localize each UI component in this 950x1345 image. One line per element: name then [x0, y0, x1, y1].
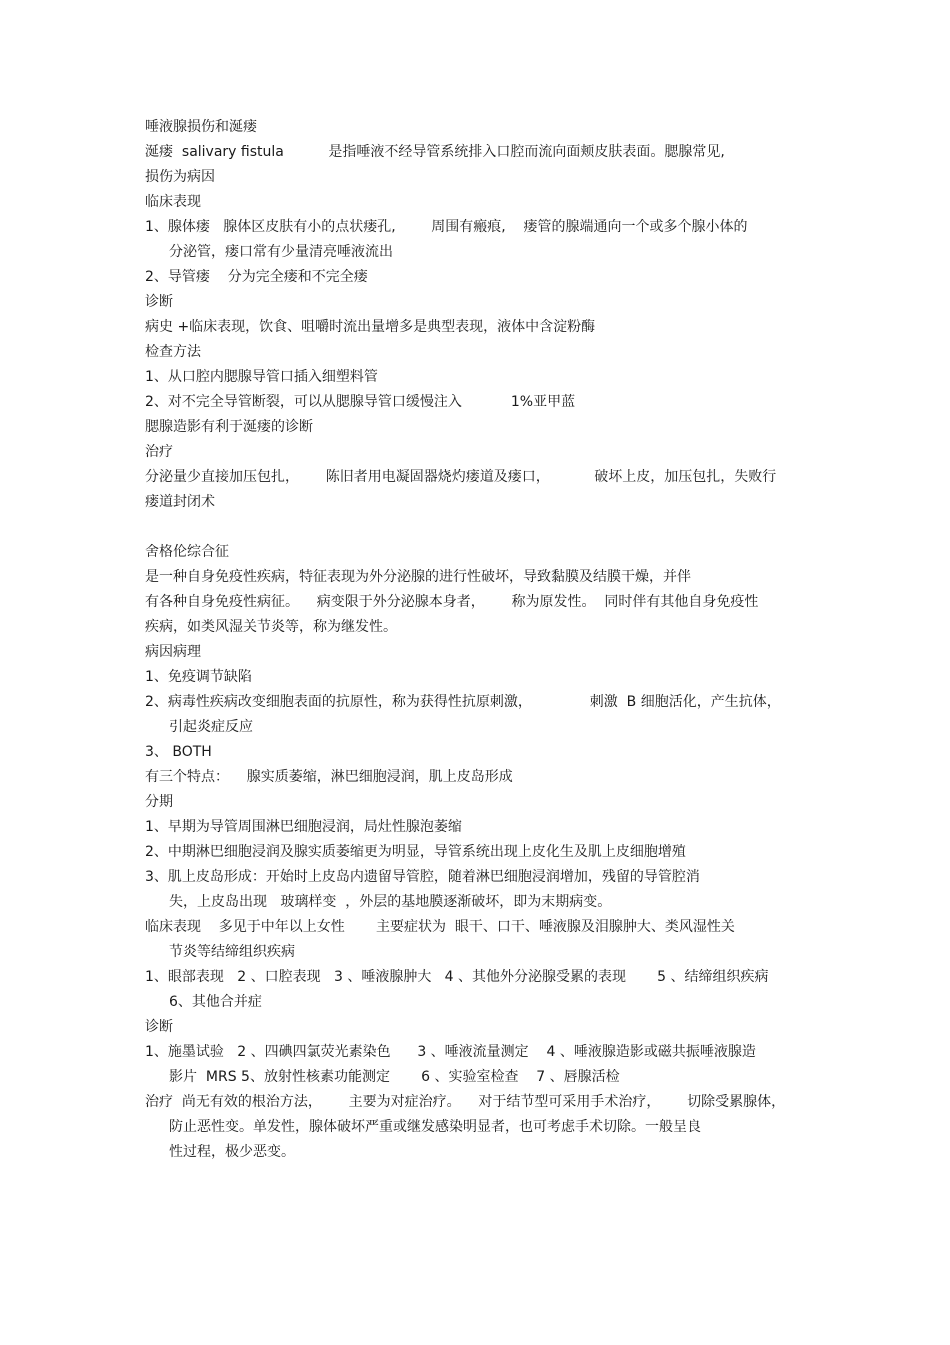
heading-line: 病因病理 — [145, 644, 201, 660]
text-line: 损伤为病因 — [145, 169, 215, 185]
section-title: 舍格伦综合征 — [145, 544, 229, 560]
list-item: 2、病毒性疾病改变细胞表面的抗原性，称为获得性抗原刺激， 刺激 B 细胞活化，产生抗体， — [145, 694, 781, 710]
text-line: 病史 +临床表现，饮食、咀嚼时流出量增多是典型表现，液体中含淀粉酶 — [145, 319, 596, 335]
text-line-continuation: 节炎等结缔组织疾病 — [169, 944, 295, 960]
heading-line: 分期 — [145, 794, 173, 810]
heading-line: 诊断 — [145, 294, 173, 310]
list-item-continuation: 引起炎症反应 — [169, 719, 253, 735]
text-line: 分泌量少直接加压包扎， 陈旧者用电凝固器烧灼瘘道及瘘口， 破坏上皮，加压包扎，失败行 — [145, 469, 777, 485]
list-item: 1、腺体瘘 腺体区皮肤有小的点状瘘孔, 周围有瘢痕, 瘘管的腺端通向一个或多个腺小体的 — [145, 219, 748, 235]
list-item: 2、中期淋巴细胞浸润及腺实质萎缩更为明显，导管系统出现上皮化生及肌上皮细胞增殖 — [145, 844, 686, 860]
heading-line: 临床表现 — [145, 194, 201, 210]
list-item: 1、施墨试验 2 、四碘四氯荧光素染色 3 、唾液流量测定 4 、唾液腺造影或磁共振唾液腺造 — [145, 1044, 756, 1060]
list-item: 2、导管瘘 分为完全瘘和不完全瘘 — [145, 269, 368, 285]
list-item-continuation: 影片 MRS 5、放射性核素功能测定 6 、实验室检查 7 、唇腺活检 — [169, 1069, 620, 1085]
heading-line: 诊断 — [145, 1019, 173, 1035]
list-item: 1、从口腔内腮腺导管口插入细塑料管 — [145, 369, 378, 385]
text-line: 腮腺造影有利于涎瘘的诊断 — [145, 419, 313, 435]
text-line: 涎瘘 salivary fistula 是指唾液不经导管系统排入口腔而流向面颊皮肤表面。腮腺常见, — [145, 144, 725, 160]
document-body — [145, 115, 815, 1165]
text-line: 治疗 尚无有效的根治方法， 主要为对症治疗。 对于结节型可采用手术治疗， 切除受累腺体， — [145, 1094, 786, 1110]
text-line: 疾病，如类风湿关节炎等，称为继发性。 — [145, 619, 397, 635]
list-item: 2、对不完全导管断裂，可以从腮腺导管口缓慢注入 1%亚甲蓝 — [145, 394, 576, 410]
heading-line: 检查方法 — [145, 344, 201, 360]
text-line: 有三个特点： 腺实质萎缩，淋巴细胞浸润，肌上皮岛形成 — [145, 769, 513, 785]
text-line: 临床表现 多见于中年以上女性 主要症状为 眼干、口干、唾液腺及泪腺肿大、类风湿性关 — [145, 919, 735, 935]
list-item-continuation: 分泌管，瘘口常有少量清亮唾液流出 — [169, 244, 393, 260]
text-line-continuation: 性过程，极少恶变。 — [169, 1144, 295, 1160]
list-item: 1、免疫调节缺陷 — [145, 669, 252, 685]
list-item: 1、早期为导管周围淋巴细胞浸润，局灶性腺泡萎缩 — [145, 819, 462, 835]
text-line-continuation: 防止恶性变。单发性，腺体破坏严重或继发感染明显者，也可考虑手术切除。一般呈良 — [169, 1119, 701, 1135]
list-item: 1、眼部表现 2 、口腔表现 3 、唾液腺肿大 4 、其他外分泌腺受累的表现 5 、结缔组织疾病 — [145, 969, 769, 985]
list-item-continuation: 6、其他合并症 — [169, 994, 262, 1010]
text-line: 瘘道封闭术 — [145, 494, 215, 510]
list-item-continuation: 失，上皮岛出现 玻璃样变 ，外层的基地膜逐渐破坏，即为末期病变。 — [169, 894, 612, 910]
text-line: 有各种自身免疫性病征。 病变限于外分泌腺本身者， 称为原发性。 同时伴有其他自身免疫性 — [145, 594, 759, 610]
blank-line — [145, 515, 815, 540]
section-title: 唾液腺损伤和涎瘘 — [145, 119, 257, 135]
text-line: 是一种自身免疫性疾病，特征表现为外分泌腺的进行性破坏，导致黏膜及结膜干燥，并伴 — [145, 569, 691, 585]
list-item: 3、肌上皮岛形成：开始时上皮岛内遗留导管腔，随着淋巴细胞浸润增加，残留的导管腔消 — [145, 869, 700, 885]
list-item: 3、 BOTH — [145, 744, 212, 760]
heading-line: 治疗 — [145, 444, 173, 460]
